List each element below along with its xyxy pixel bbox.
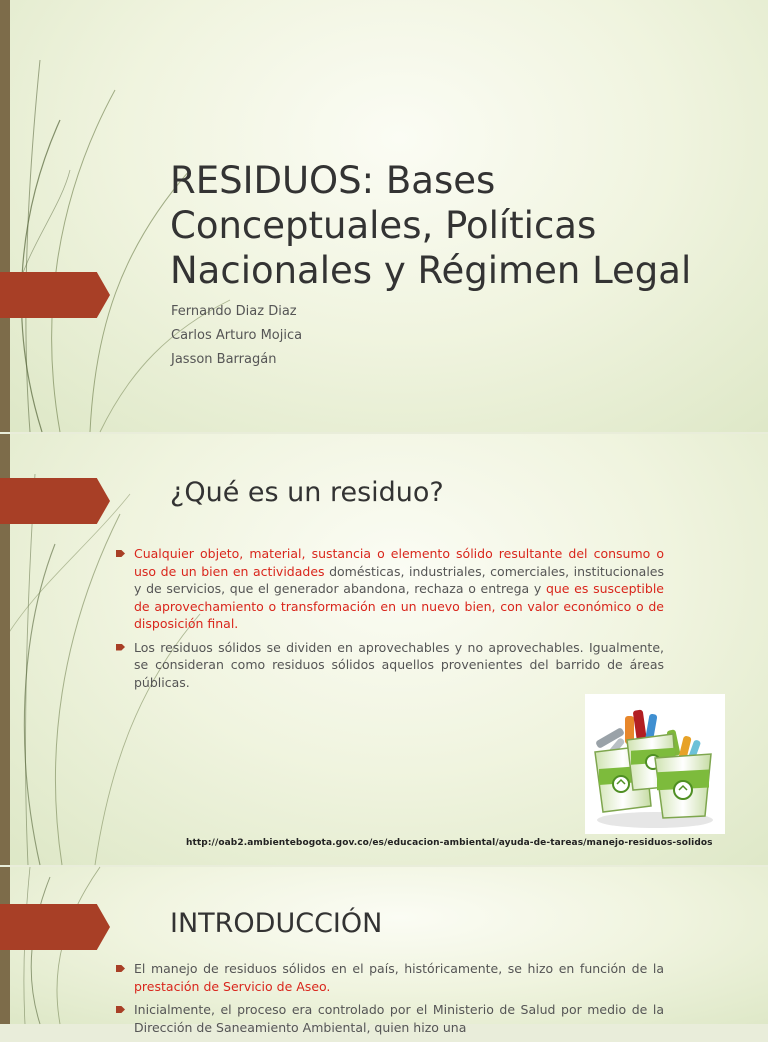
arrow-tab: [0, 272, 110, 318]
definition-highlight: que es susceptible de aprovechamiento o transformación en un nuevo bien, con valor económico o de disposición final.: [134, 581, 664, 631]
author-list: [171, 302, 302, 374]
bullet-highlight: prestación de Servicio de Aseo.: [134, 978, 331, 994]
arrow-bullet-icon: [116, 965, 125, 972]
source-link[interactable]: http://oab2.ambientebogota.gov.co/es/educacion-ambiental/ayuda-de-tareas/manejo-residuos-solidos: [186, 838, 713, 848]
author-name: Jasson Barragán: [171, 352, 277, 367]
bullet-list: [116, 960, 664, 1042]
slide-title-text: RESIDUOS: Bases Conceptuales, Políticas Nacionales y Régimen Legal: [170, 159, 692, 292]
slide-que-es-residuo: [0, 434, 768, 865]
bullet-text: Los residuos sólidos se dividen en aprovechables y no aprovechables. Igualmente, se consideran como residuos sólidos aquellos provenientes del barrido de áreas públicas.: [134, 639, 664, 690]
bullet-item: [116, 960, 664, 995]
recycling-bins-illustration: [585, 694, 725, 834]
arrow-tab: [0, 478, 110, 524]
slide-title-text: INTRODUCCIÓN: [170, 908, 383, 939]
slide-title-text: ¿Qué es un residuo?: [170, 477, 444, 508]
slide-introduccion: [0, 867, 768, 1035]
arrow-bullet-icon: [116, 644, 125, 651]
bullet-text: Inicialmente, el proceso era controlado por el Ministerio de Salud por medio de la Dirección de Saneamiento Ambiental, quien hizo una: [134, 1002, 664, 1035]
bullet-item: [116, 1001, 664, 1036]
definition-text: domésticas, industriales, comerciales, institucionales y de servicios, que el generador abandona, rechaza o entrega y: [134, 563, 664, 596]
arrow-bullet-icon: [116, 1006, 125, 1013]
arrow-bullet-icon: [116, 550, 125, 557]
arrow-tab: [0, 904, 110, 950]
author-name: Fernando Diaz Diaz: [171, 304, 297, 319]
side-bar: [0, 0, 10, 432]
bullet-list: [116, 545, 664, 697]
bullet-item: [116, 545, 664, 633]
author-name: Carlos Arturo Mojica: [171, 328, 303, 343]
bullet-text: El manejo de residuos sólidos en el país, históricamente, se hizo en función de la: [134, 961, 664, 976]
definition-highlight: Cualquier objeto, material, sustancia o elemento sólido resultante del consumo o uso de un bien en actividades: [134, 546, 664, 579]
slide-title: [0, 0, 768, 432]
bullet-item: [116, 639, 664, 692]
